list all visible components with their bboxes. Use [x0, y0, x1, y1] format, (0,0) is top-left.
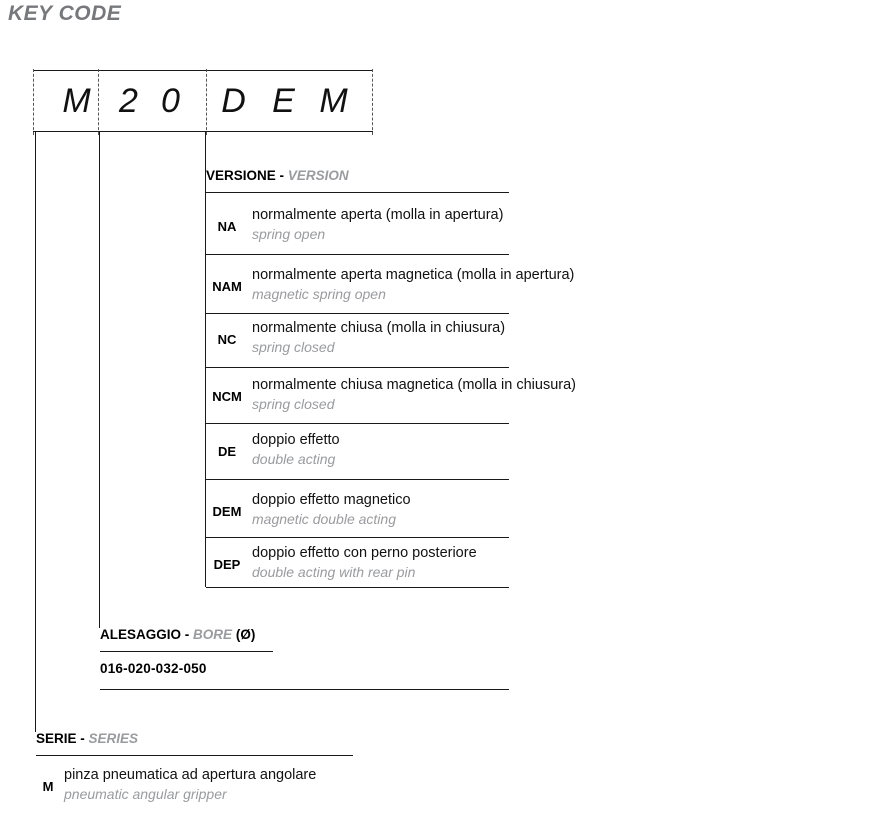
version-row-en: spring open [252, 226, 326, 242]
series-header-underline [36, 755, 353, 756]
version-row-code: NC [217, 332, 237, 347]
version-row-divider [206, 479, 509, 480]
version-row-divider [206, 367, 509, 368]
version-row-divider [206, 313, 509, 314]
version-header-it: VERSIONE [206, 168, 276, 183]
page-title: KEY CODE [8, 2, 122, 25]
series-header-en: SERIES [88, 731, 139, 746]
bore-values: 016-020-032-050 [100, 661, 207, 676]
series-connector-line [35, 132, 36, 732]
version-row-code: NA [217, 219, 237, 234]
version-header-en: VERSION [287, 168, 349, 183]
version-row-desc [252, 376, 576, 414]
series-header-separator: - [80, 731, 85, 746]
version-row-code: DE [217, 444, 237, 459]
code-divider-2 [98, 69, 99, 135]
version-row-divider [206, 537, 509, 538]
version-row-divider [206, 587, 509, 588]
version-row-it: normalmente chiusa magnetica (molla in chiusura) [252, 377, 576, 393]
version-row-it: normalmente aperta (molla in apertura) [252, 207, 504, 223]
version-row-code: DEP [213, 557, 241, 572]
version-row-en: double acting [252, 451, 336, 467]
series-section-header [36, 731, 138, 746]
version-row-desc [252, 431, 340, 469]
series-row-desc [64, 766, 316, 804]
key-code-box [33, 70, 373, 132]
code-char-1: 2 [119, 81, 139, 120]
code-divider-4 [372, 69, 373, 135]
version-row-code: NCM [212, 389, 242, 404]
bore-header-underline [100, 651, 273, 652]
bore-header-it: ALESAGGIO [100, 627, 182, 642]
version-row-en: spring closed [252, 339, 335, 355]
series-row-it: pinza pneumatica ad apertura angolare [64, 767, 317, 783]
version-row-desc [252, 491, 411, 529]
bore-header-separator: - [184, 627, 190, 642]
series-row-code: M [42, 779, 54, 794]
version-row-it: normalmente aperta magnetica (molla in apertura) [252, 267, 575, 283]
version-row-code: NAM [212, 279, 242, 294]
code-char-2: 0 [161, 81, 181, 120]
version-row-it: normalmente chiusa (molla in chiusura) [252, 320, 506, 336]
version-row-it: doppio effetto con perno posteriore [252, 545, 477, 561]
code-char-4: E [272, 81, 296, 120]
version-row-desc [252, 266, 574, 304]
version-row-it: doppio effetto magnetico [252, 492, 411, 508]
version-row-it: doppio effetto [252, 432, 340, 448]
version-row-en: magnetic spring open [252, 286, 386, 302]
version-row-desc [252, 544, 477, 582]
code-char-5: M [319, 81, 349, 120]
version-row-en: double acting with rear pin [252, 564, 416, 580]
series-header-it: SERIE [36, 731, 77, 746]
version-header-separator: - [279, 168, 285, 183]
bore-section-header [100, 627, 255, 642]
code-divider-1 [33, 69, 34, 135]
version-row-divider [206, 254, 509, 255]
version-section-header [206, 168, 349, 183]
code-char-3: D [221, 81, 247, 120]
version-row-en: spring closed [252, 396, 335, 412]
bore-value-underline [100, 689, 509, 690]
bore-connector-line [99, 132, 100, 628]
version-row-en: magnetic double acting [252, 511, 396, 527]
series-row-en: pneumatic angular gripper [64, 786, 227, 802]
version-header-underline [206, 192, 509, 193]
version-row-desc [252, 319, 505, 357]
version-row-desc [252, 206, 503, 244]
bore-header-en: BORE [193, 627, 233, 642]
version-row-code: DEM [212, 504, 242, 519]
code-char-0: M [62, 81, 92, 120]
code-divider-3 [206, 69, 207, 135]
version-row-divider [206, 423, 509, 424]
bore-header-symbol: (Ø) [235, 627, 256, 642]
